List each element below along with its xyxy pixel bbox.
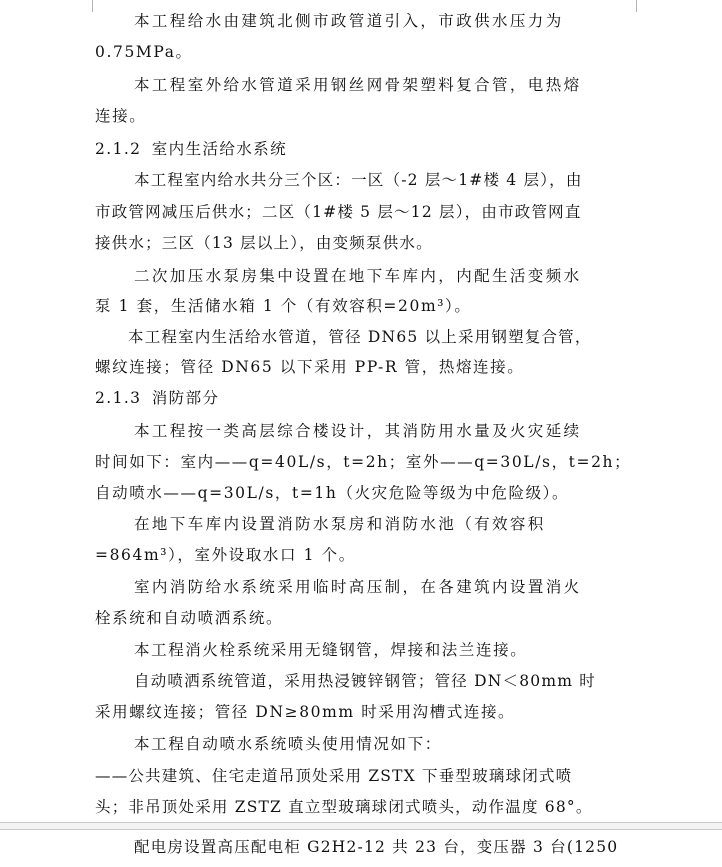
body-line: 接供水；三区（13 层以上），由变频泵供水。: [95, 234, 433, 252]
body-line: 室内消防给水系统采用临时高压制，在各建筑内设置消火: [134, 578, 582, 596]
page-break-gap: [0, 822, 722, 830]
body-line: 自动喷洒系统管道，采用热浸镀锌钢管；管径 DN＜80mm 时: [134, 672, 596, 690]
body-line: 在地下车库内设置消防水泵房和消防水池（有效容积: [134, 515, 546, 533]
body-line: 本工程室内给水共分三个区：一区（-2 层～1#楼 4 层），由: [134, 171, 583, 189]
body-line: 采用螺纹连接；管径 DN≥80mm 时采用沟槽式连接。: [95, 703, 516, 721]
body-line: 配电房设置高压配电柜 G2H2-12 共 23 台，变压器 3 台(1250: [134, 838, 619, 856]
body-line: 本工程按一类高层综合楼设计，其消防用水量及火灾延续: [134, 422, 582, 440]
body-line: 泵 1 套，生活储水箱 1 个（有效容积=20m³）。: [95, 297, 472, 315]
section-heading: 2.1.2 室内生活给水系统: [95, 140, 287, 158]
body-line: ——公共建筑、住宅走道吊顶处采用 ZSTX 下垂型玻璃球闭式喷: [95, 767, 573, 785]
body-line: 本工程消火栓系统采用无缝钢管，焊接和法兰连接。: [134, 641, 528, 659]
body-line: 本工程室外给水管道采用钢丝网骨架塑料复合管，电热熔: [134, 76, 582, 94]
body-line: 0.75MPa。: [95, 43, 193, 61]
body-line: 本工程给水由建筑北侧市政管道引入，市政供水压力为: [134, 12, 564, 30]
body-line: 市政管网减压后供水；二区（1#楼 5 层～12 层），由市政管网直: [95, 203, 582, 221]
body-line: 头；非吊顶处采用 ZSTZ 直立型玻璃球闭式喷头，动作温度 68°。: [95, 798, 593, 816]
page-corner-mark-right: [636, 0, 649, 12]
page-corner-mark-left: [80, 0, 93, 12]
body-line: 本工程自动喷水系统喷头使用情况如下：: [134, 735, 442, 753]
document-page-next: [0, 830, 722, 867]
body-line: 时间如下：室内——q=40L/s，t=2h；室外——q=30L/s，t=2h；: [95, 453, 632, 471]
body-line: 连接。: [95, 107, 147, 125]
body-line: 自动喷水——q=30L/s，t=1h（火灾危险等级为中危险级）。: [95, 484, 570, 502]
body-line: 螺纹连接；管径 DN65 以下采用 PP-R 管，热熔连接。: [95, 358, 525, 376]
body-line: =864m³），室外设取水口 1 个。: [95, 546, 356, 564]
body-line: 栓系统和自动喷洒系统。: [95, 609, 284, 627]
body-line: 二次加压水泵房集中设置在地下车库内，内配生活变频水: [134, 267, 582, 285]
body-line: 本工程室内生活给水管道，管径 DN65 以上采用钢塑复合管，: [128, 328, 592, 346]
section-heading: 2.1.3 消防部分: [95, 389, 220, 407]
